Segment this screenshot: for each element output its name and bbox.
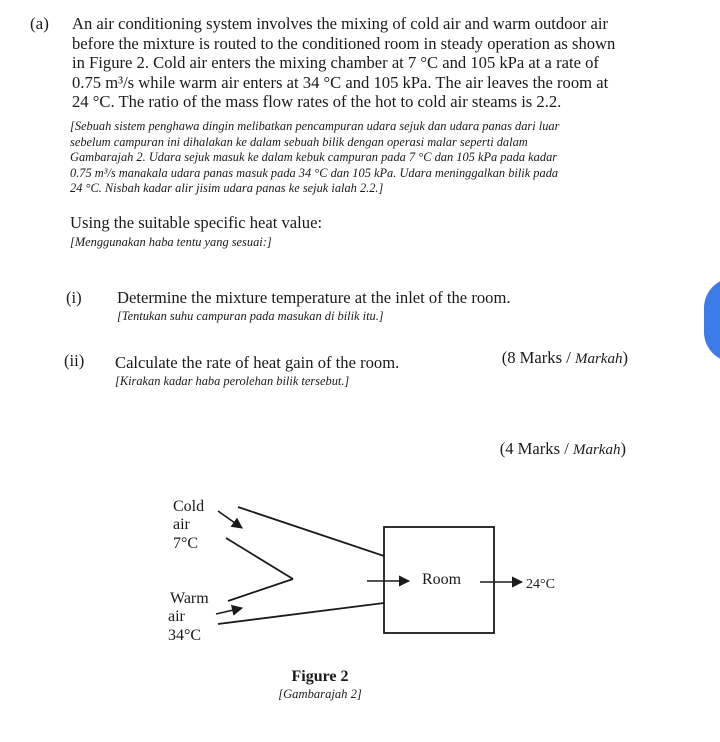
cold-air-label-2: air — [173, 516, 190, 533]
marks-close: ) — [620, 439, 626, 458]
cold-duct-lower-wall — [226, 538, 293, 579]
part-ii-text: Calculate the rate of heat gain of the room. — [115, 353, 400, 372]
marks-malay: Markah — [572, 442, 621, 458]
part-ii-numeral: (ii) — [64, 351, 85, 370]
warm-air-label-2: air — [168, 608, 185, 625]
question-label: (a) — [30, 14, 49, 33]
marks-text: (8 Marks / — [501, 348, 575, 367]
cold-duct-upper-wall — [238, 507, 384, 556]
question-line: 24 °C. The ratio of the mass flow rates of the hot to cold air steams is 2.2. — [72, 92, 562, 111]
room-box — [384, 527, 494, 633]
warm-duct-upper-wall — [228, 579, 293, 601]
part-i-numeral: (i) — [66, 288, 82, 307]
room-label: Room — [422, 571, 462, 588]
question-line: before the mixture is routed to the conditioned room in steady operation as shown — [72, 33, 616, 53]
using-instruction: Using the suitable specific heat value: — [70, 213, 323, 232]
malay-line: 24 °C. Nisbah kadar alir jisim udara panas ke sejuk ialah 2.2.] — [70, 181, 384, 196]
question-line: in Figure 2. Cold air enters the mixing chamber at 7 °C and 105 kPa at a rate of — [72, 53, 599, 72]
cold-inflow-arrow — [218, 511, 242, 528]
part-ii-malay: [Kirakan kadar haba perolehan bilik tersebut.] — [115, 374, 350, 388]
figure-title: Figure 2 — [291, 668, 349, 685]
part-i-text: Determine the mixture temperature at the inlet of the room. — [117, 288, 511, 307]
marks-close: ) — [622, 348, 628, 367]
warm-air-label-1: Warm — [170, 590, 209, 607]
warm-air-label-3: 34°C — [168, 627, 202, 644]
warm-inflow-arrow — [216, 608, 242, 614]
malay-line: Gambarajah 2. Udara sejuk masuk ke dalam kebuk campuran pada 7 °C dan 105 kPa pada kadar — [70, 150, 558, 165]
malay-line: 0.75 m³/s manakala udara panas masuk pada 34 °C dan 105 kPa. Udara meninggalkan bilik pada — [70, 165, 559, 180]
outlet-temp-label: 24°C — [526, 577, 555, 592]
part-i-malay: [Tentukan suhu campuran pada masukan di bilik itu.] — [117, 309, 384, 323]
cold-air-label-1: Cold — [173, 498, 205, 515]
question-line: An air conditioning system involves the mixing of cold air and warm outdoor air — [72, 14, 608, 33]
marks-text: (4 Marks / — [499, 439, 573, 458]
warm-duct-lower-wall — [218, 603, 384, 624]
marks-malay: Markah — [574, 351, 623, 367]
malay-line: [Sebuah sistem penghawa dingin melibatkan pencampuran udara sejuk dan udara panas dari luar — [70, 119, 560, 133]
using-instruction-malay: [Menggunakan haba tentu yang sesuai:] — [70, 235, 272, 249]
malay-line: sebelum campuran ini dihalakan ke dalam sebuah bilik dengan operasi malar seperti dalam — [70, 134, 528, 149]
question-line: 0.75 m³/s while warm air enters at 34 °C and 105 kPa. The air leaves the room at — [72, 72, 609, 92]
figure-subtitle: [Gambarajah 2] — [278, 687, 362, 701]
cold-air-label-3: 7°C — [173, 535, 199, 552]
